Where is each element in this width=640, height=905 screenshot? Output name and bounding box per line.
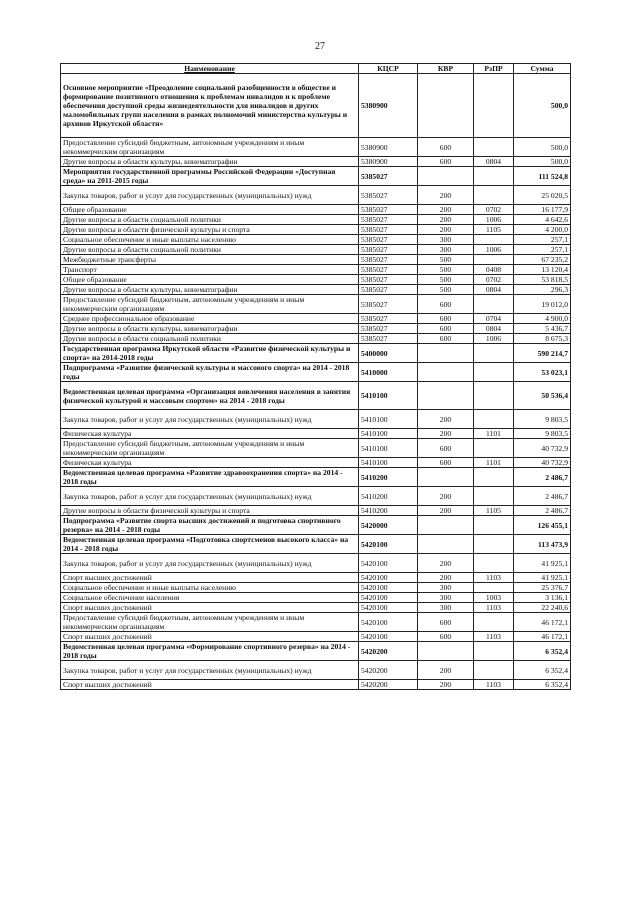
- cell-rzpr: [474, 613, 514, 632]
- cell-kcsr: 5420100: [359, 573, 418, 583]
- cell-sum: 13 120,4: [514, 265, 571, 275]
- cell-kcsr: 5410200: [359, 468, 418, 487]
- cell-kcsr: 5410100: [359, 429, 418, 439]
- cell-sum: 500,0: [514, 138, 571, 157]
- cell-kvr: 200: [418, 573, 474, 583]
- table-row: [61, 245, 571, 255]
- cell-name: Подпрограмма «Развитие спорта высших достижений и подготовка спортивного резерва» на 2014 - 2018 годы: [61, 516, 359, 535]
- column-header-kvr: КВР: [418, 64, 474, 74]
- cell-kcsr: 5420100: [359, 554, 418, 573]
- cell-name: Спорт высших достижений: [61, 632, 359, 642]
- cell-kvr: 600: [418, 334, 474, 344]
- cell-sum: 113 473,9: [514, 535, 571, 554]
- cell-kvr: [418, 167, 474, 186]
- cell-kvr: 200: [418, 215, 474, 225]
- cell-rzpr: 1006: [474, 215, 514, 225]
- cell-kvr: [418, 468, 474, 487]
- cell-sum: 6 352,4: [514, 661, 571, 680]
- cell-rzpr: [474, 642, 514, 661]
- cell-kcsr: 5400000: [359, 344, 418, 363]
- cell-name: Основное мероприятие «Преодоление социальной разобщенности в обществе и формирование позитивного отношения к проблемам инвалидов и к проблеме обеспечения доступной среды жизнедеятельности для инвалидов и других маломобильных групп населения в рамках полномочий министерства культуры и архивов Иркутской области»: [61, 74, 359, 138]
- cell-name: Общее образование: [61, 205, 359, 215]
- cell-rzpr: 0804: [474, 324, 514, 334]
- cell-sum: 16 177,9: [514, 205, 571, 215]
- table-row: [61, 554, 571, 573]
- cell-sum: 4 200,0: [514, 225, 571, 235]
- cell-rzpr: 0704: [474, 314, 514, 324]
- cell-sum: 6 352,4: [514, 680, 571, 690]
- cell-kvr: 600: [418, 458, 474, 468]
- cell-sum: 257,1: [514, 245, 571, 255]
- cell-name: Ведомственная целевая программа «Организация вовлечения населения в занятия физической культурой и массовым спортом» на 2014 - 2018 годы: [61, 382, 359, 410]
- cell-kvr: 600: [418, 632, 474, 642]
- cell-rzpr: 1103: [474, 632, 514, 642]
- cell-rzpr: 1006: [474, 245, 514, 255]
- cell-rzpr: [474, 382, 514, 410]
- cell-rzpr: [474, 138, 514, 157]
- cell-rzpr: 1003: [474, 593, 514, 603]
- table-row: [61, 295, 571, 314]
- cell-kvr: 300: [418, 593, 474, 603]
- cell-sum: 25 020,5: [514, 186, 571, 205]
- cell-sum: 2 486,7: [514, 506, 571, 516]
- cell-sum: 2 486,7: [514, 487, 571, 506]
- cell-sum: 500,0: [514, 157, 571, 167]
- table-row: [61, 74, 571, 138]
- cell-rzpr: [474, 439, 514, 458]
- cell-sum: 296,3: [514, 285, 571, 295]
- cell-rzpr: 1103: [474, 680, 514, 690]
- cell-kvr: 200: [418, 186, 474, 205]
- cell-rzpr: 1103: [474, 603, 514, 613]
- cell-kvr: 200: [418, 506, 474, 516]
- cell-kcsr: 5385027: [359, 285, 418, 295]
- table-row: [61, 506, 571, 516]
- cell-kcsr: 5380900: [359, 74, 418, 138]
- cell-name: Ведомственная целевая программа «Развитие здравоохранения спорта» на 2014 - 2018 годы: [61, 468, 359, 487]
- table-row: [61, 235, 571, 245]
- cell-rzpr: 1101: [474, 429, 514, 439]
- cell-sum: 41 925,1: [514, 573, 571, 583]
- cell-kcsr: 5420200: [359, 642, 418, 661]
- table-row: [61, 205, 571, 215]
- cell-kcsr: 5380900: [359, 157, 418, 167]
- table-row: [61, 255, 571, 265]
- table-row: [61, 632, 571, 642]
- cell-kvr: 600: [418, 613, 474, 632]
- cell-kcsr: 5385027: [359, 215, 418, 225]
- cell-name: Социальное обеспечение населения: [61, 593, 359, 603]
- cell-sum: 50 536,4: [514, 382, 571, 410]
- cell-rzpr: 1103: [474, 573, 514, 583]
- cell-rzpr: [474, 583, 514, 593]
- cell-sum: 67 235,2: [514, 255, 571, 265]
- table-row: [61, 593, 571, 603]
- cell-rzpr: [474, 516, 514, 535]
- cell-kcsr: 5420100: [359, 632, 418, 642]
- cell-name: Закупка товаров, работ и услуг для государственных (муниципальных) нужд: [61, 410, 359, 429]
- cell-sum: 111 524,8: [514, 167, 571, 186]
- cell-rzpr: [474, 186, 514, 205]
- cell-kcsr: 5385027: [359, 255, 418, 265]
- cell-sum: 40 732,9: [514, 458, 571, 468]
- cell-name: Физическая культура: [61, 429, 359, 439]
- cell-sum: 590 214,7: [514, 344, 571, 363]
- cell-name: Физическая культура: [61, 458, 359, 468]
- cell-kvr: 600: [418, 324, 474, 334]
- cell-sum: 46 172,1: [514, 632, 571, 642]
- table-row: [61, 487, 571, 506]
- table-row: [61, 661, 571, 680]
- column-header-kcsr: КЦСР: [359, 64, 418, 74]
- cell-kcsr: 5385027: [359, 265, 418, 275]
- cell-name: Социальное обеспечение и иные выплаты населению: [61, 583, 359, 593]
- cell-name: Спорт высших достижений: [61, 680, 359, 690]
- table-row: [61, 215, 571, 225]
- cell-kcsr: 5410000: [359, 363, 418, 382]
- cell-kcsr: 5420100: [359, 603, 418, 613]
- cell-kcsr: 5385027: [359, 314, 418, 324]
- cell-kvr: 300: [418, 583, 474, 593]
- cell-kvr: 300: [418, 603, 474, 613]
- cell-rzpr: [474, 167, 514, 186]
- table-header: [61, 64, 571, 74]
- cell-kvr: 200: [418, 680, 474, 690]
- cell-name: Закупка товаров, работ и услуг для государственных (муниципальных) нужд: [61, 487, 359, 506]
- cell-sum: 8 675,3: [514, 334, 571, 344]
- cell-kvr: 600: [418, 439, 474, 458]
- cell-rzpr: [474, 535, 514, 554]
- cell-name: Государственная программа Иркутской области «Развитие физической культуры и спорта» на 2014-2018 годы: [61, 344, 359, 363]
- cell-name: Спорт высших достижений: [61, 603, 359, 613]
- cell-kcsr: 5410100: [359, 458, 418, 468]
- cell-sum: 46 172,1: [514, 613, 571, 632]
- cell-sum: 41 925,1: [514, 554, 571, 573]
- cell-kcsr: 5385027: [359, 186, 418, 205]
- cell-kcsr: 5420100: [359, 535, 418, 554]
- table-row: [61, 334, 571, 344]
- cell-name: Среднее профессиональное образование: [61, 314, 359, 324]
- cell-kvr: [418, 516, 474, 535]
- cell-sum: 5 436,7: [514, 324, 571, 334]
- cell-kvr: [418, 535, 474, 554]
- cell-sum: 4 900,0: [514, 314, 571, 324]
- cell-name: Предоставление субсидий бюджетным, автономным учреждениям и иным некоммерческим организациям: [61, 613, 359, 632]
- cell-kvr: 600: [418, 157, 474, 167]
- cell-name: Другие вопросы в области физической культуры и спорта: [61, 225, 359, 235]
- table-row: [61, 225, 571, 235]
- cell-kvr: [418, 344, 474, 363]
- cell-rzpr: [474, 235, 514, 245]
- cell-name: Закупка товаров, работ и услуг для государственных (муниципальных) нужд: [61, 186, 359, 205]
- column-header-name: Наименование: [61, 64, 359, 74]
- table-row: [61, 468, 571, 487]
- cell-kvr: 300: [418, 245, 474, 255]
- table-row: [61, 314, 571, 324]
- table-row: [61, 363, 571, 382]
- cell-rzpr: 0804: [474, 285, 514, 295]
- cell-kcsr: 5420100: [359, 583, 418, 593]
- cell-kcsr: 5385027: [359, 235, 418, 245]
- cell-kcsr: 5385027: [359, 275, 418, 285]
- cell-kcsr: 5410200: [359, 487, 418, 506]
- cell-kcsr: 5420100: [359, 593, 418, 603]
- cell-kcsr: 5420200: [359, 680, 418, 690]
- cell-kvr: 500: [418, 275, 474, 285]
- cell-sum: 53 023,1: [514, 363, 571, 382]
- cell-kcsr: 5385027: [359, 334, 418, 344]
- cell-name: Ведомственная целевая программа «Подготовка спортсменов высокого класса» на 2014 - 2018 годы: [61, 535, 359, 554]
- cell-kcsr: 5420100: [359, 613, 418, 632]
- table-row: [61, 439, 571, 458]
- table-row: [61, 186, 571, 205]
- cell-rzpr: [474, 468, 514, 487]
- cell-sum: 4 642,6: [514, 215, 571, 225]
- cell-rzpr: [474, 661, 514, 680]
- header-row: [61, 64, 571, 74]
- cell-kcsr: 5380900: [359, 138, 418, 157]
- cell-name: Другие вопросы в области социальной политики: [61, 245, 359, 255]
- cell-sum: 3 136,1: [514, 593, 571, 603]
- cell-kvr: 500: [418, 285, 474, 295]
- table-row: [61, 157, 571, 167]
- cell-kvr: 200: [418, 225, 474, 235]
- cell-rzpr: 1105: [474, 506, 514, 516]
- cell-name: Закупка товаров, работ и услуг для государственных (муниципальных) нужд: [61, 661, 359, 680]
- cell-kcsr: 5385027: [359, 225, 418, 235]
- cell-rzpr: 1101: [474, 458, 514, 468]
- cell-rzpr: 0702: [474, 205, 514, 215]
- cell-kvr: 200: [418, 410, 474, 429]
- page-number: 27: [315, 41, 325, 52]
- cell-kvr: [418, 363, 474, 382]
- cell-name: Предоставление субсидий бюджетным, автономным учреждениям и иным некоммерческим организациям: [61, 439, 359, 458]
- table-row: [61, 285, 571, 295]
- cell-sum: 126 455,1: [514, 516, 571, 535]
- cell-rzpr: [474, 554, 514, 573]
- cell-name: Другие вопросы в области физической культуры и спорта: [61, 506, 359, 516]
- cell-rzpr: [474, 487, 514, 506]
- cell-kcsr: 5385027: [359, 245, 418, 255]
- cell-kvr: 200: [418, 487, 474, 506]
- cell-kcsr: 5385027: [359, 324, 418, 334]
- cell-kvr: 500: [418, 255, 474, 265]
- cell-name: Ведомственная целевая программа «Формирование спортивного резерва» на 2014 - 2018 годы: [61, 642, 359, 661]
- table-row: [61, 138, 571, 157]
- cell-kvr: 200: [418, 554, 474, 573]
- table-row: [61, 275, 571, 285]
- table-row: [61, 167, 571, 186]
- table-row: [61, 382, 571, 410]
- cell-kvr: [418, 382, 474, 410]
- cell-kvr: 600: [418, 314, 474, 324]
- cell-name: Другие вопросы в области культуры, кинематографии: [61, 285, 359, 295]
- table-row: [61, 344, 571, 363]
- column-header-sum: Сумма: [514, 64, 571, 74]
- cell-rzpr: [474, 363, 514, 382]
- cell-name: Другие вопросы в области социальной политики: [61, 334, 359, 344]
- cell-rzpr: [474, 295, 514, 314]
- cell-name: Мероприятия государственной программы Российской Федерации «Доступная среда» на 2011-2015 годы: [61, 167, 359, 186]
- cell-kcsr: 5410100: [359, 439, 418, 458]
- cell-sum: 9 803,5: [514, 429, 571, 439]
- table-row: [61, 535, 571, 554]
- table-row: [61, 458, 571, 468]
- cell-name: Межбюджетные трансферты: [61, 255, 359, 265]
- cell-kvr: 500: [418, 265, 474, 275]
- table-row: [61, 265, 571, 275]
- cell-rzpr: 0408: [474, 265, 514, 275]
- table-row: [61, 516, 571, 535]
- cell-name: Спорт высших достижений: [61, 573, 359, 583]
- table-row: [61, 642, 571, 661]
- cell-rzpr: 0804: [474, 157, 514, 167]
- cell-kcsr: 5420200: [359, 661, 418, 680]
- cell-kcsr: 5410100: [359, 382, 418, 410]
- cell-name: Социальное обеспечение и иные выплаты населению: [61, 235, 359, 245]
- cell-kvr: 300: [418, 235, 474, 245]
- cell-name: Другие вопросы в области культуры, кинематографии: [61, 157, 359, 167]
- cell-rzpr: [474, 344, 514, 363]
- cell-kcsr: 5385027: [359, 295, 418, 314]
- cell-sum: 40 732,9: [514, 439, 571, 458]
- cell-sum: 22 240,6: [514, 603, 571, 613]
- cell-rzpr: [474, 74, 514, 138]
- cell-sum: 500,0: [514, 74, 571, 138]
- cell-sum: 9 803,5: [514, 410, 571, 429]
- table-body: [61, 74, 571, 690]
- cell-name: Транспорт: [61, 265, 359, 275]
- cell-sum: 2 486,7: [514, 468, 571, 487]
- cell-kvr: 200: [418, 429, 474, 439]
- budget-table: [60, 63, 571, 690]
- table-row: [61, 583, 571, 593]
- cell-name: Предоставление субсидий бюджетным, автономным учреждениям и иным некоммерческим организациям: [61, 138, 359, 157]
- cell-kcsr: 5420000: [359, 516, 418, 535]
- column-header-rzpr: РзПР: [474, 64, 514, 74]
- cell-kvr: [418, 74, 474, 138]
- cell-name: Подпрограмма «Развитие физической культуры и массового спорта» на 2014 - 2018 годы: [61, 363, 359, 382]
- cell-name: Другие вопросы в области культуры, кинематографии: [61, 324, 359, 334]
- table-row: [61, 324, 571, 334]
- cell-rzpr: 1006: [474, 334, 514, 344]
- cell-sum: 6 352,4: [514, 642, 571, 661]
- cell-kcsr: 5385027: [359, 167, 418, 186]
- cell-rzpr: [474, 255, 514, 265]
- table-row: [61, 603, 571, 613]
- cell-kcsr: 5385027: [359, 205, 418, 215]
- cell-kvr: 600: [418, 295, 474, 314]
- cell-rzpr: 1105: [474, 225, 514, 235]
- cell-sum: 257,1: [514, 235, 571, 245]
- cell-name: Другие вопросы в области социальной политики: [61, 215, 359, 225]
- cell-sum: 19 012,0: [514, 295, 571, 314]
- cell-name: Закупка товаров, работ и услуг для государственных (муниципальных) нужд: [61, 554, 359, 573]
- table-row: [61, 410, 571, 429]
- cell-name: Предоставление субсидий бюджетным, автономным учреждениям и иным некоммерческим организациям: [61, 295, 359, 314]
- cell-sum: 53 818,5: [514, 275, 571, 285]
- cell-kvr: 200: [418, 661, 474, 680]
- cell-kvr: 600: [418, 138, 474, 157]
- cell-kvr: 200: [418, 205, 474, 215]
- table-row: [61, 573, 571, 583]
- table-row: [61, 429, 571, 439]
- cell-kcsr: 5410100: [359, 410, 418, 429]
- cell-kcsr: 5410200: [359, 506, 418, 516]
- table-row: [61, 680, 571, 690]
- table-row: [61, 613, 571, 632]
- cell-rzpr: [474, 410, 514, 429]
- cell-name: Общее образование: [61, 275, 359, 285]
- cell-sum: 25 376,7: [514, 583, 571, 593]
- cell-kvr: [418, 642, 474, 661]
- cell-rzpr: 0702: [474, 275, 514, 285]
